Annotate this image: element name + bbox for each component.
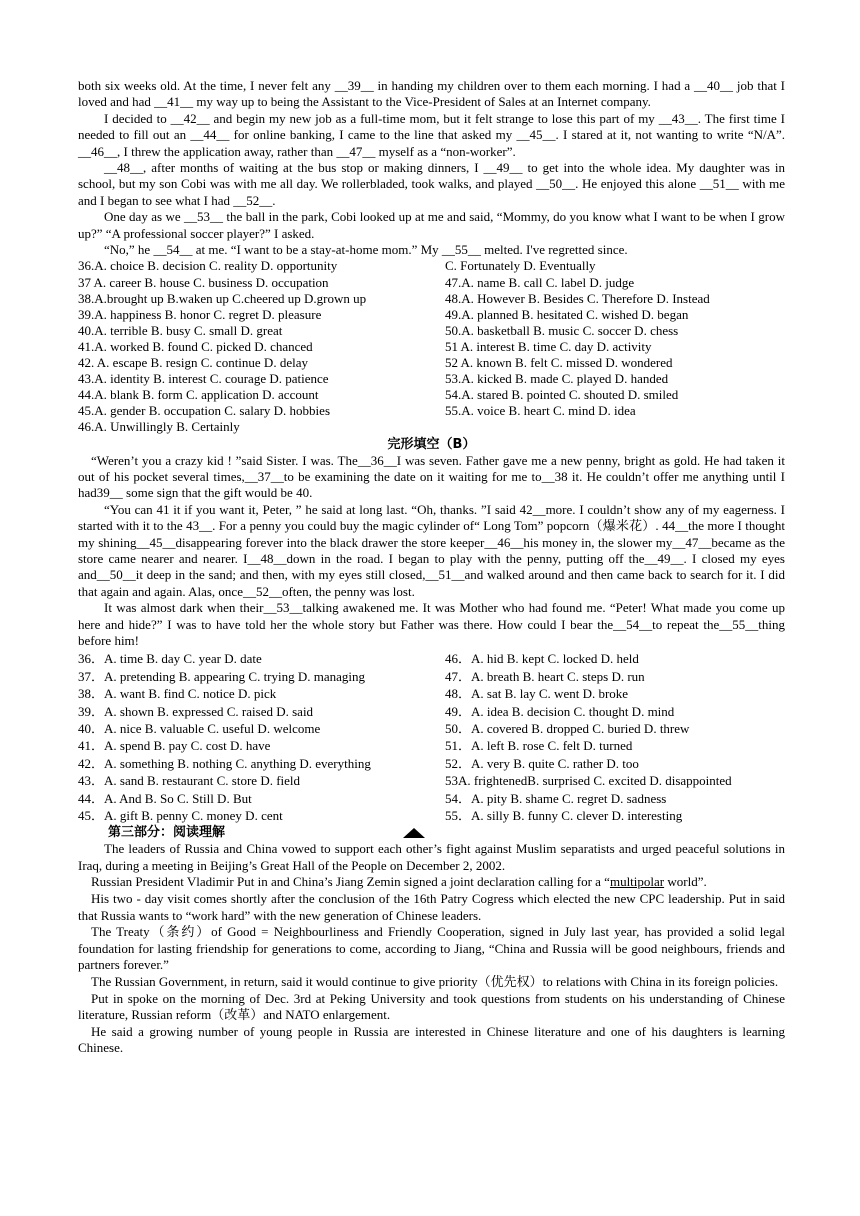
paragraph: His two - day visit comes shortly after the conclusion of the 16th Patry Cogress which elected the new CPC leadership. Put in said that Russia wants to “work hard” with the new generation of Chinese leaders. [78,891,785,923]
paragraph [78,874,785,891]
options-a-left [78,258,445,435]
paragraph: __48__, after months of waiting at the bus stop or making dinners, I __49__ to get into the whole idea. My daughter was in school, but my son Cobi was with me all day. We rollerbladed, took walks, and played __50__. He enjoyed this alone __51__ with me and I began to see what I had __52__. [78,160,785,208]
paragraph: Put in spoke on the morning of Dec. 3rd at Peking University and took questions from students on his understanding of Chinese literature, Russian reform（改革）and NATO enlargement. [78,990,785,1023]
option-line: 43.A. identity B. interest C. courage D. patience [78,371,329,387]
option-line: 47．A. breath B. heart C. steps D. run [445,668,645,684]
options-b-left [78,650,445,824]
option-line: 36．A. time B. day C. year D. date [78,651,262,667]
options-a-right [445,258,785,435]
passage-b [78,453,785,650]
option-line: 54.A. stared B. pointed C. shouted D. smiled [445,387,679,403]
option-line: 38．A. want B. find C. notice D. pick [78,686,277,702]
option-line: 45.A. gender B. occupation C. salary D. hobbies [78,403,331,419]
option-line: 51．A. left B. rose C. felt D. turned [445,738,633,754]
options-b-right [445,650,785,824]
option-line: 46.A. Unwillingly B. Certainly [78,419,240,435]
triangle-icon [403,828,425,838]
paragraph: He said a growing number of young people in Russia are interested in Chinese literature and one of his daughters is learning Chinese. [78,1023,785,1056]
option-line: 51 A. interest B. time C. day D. activity [445,338,652,354]
option-line: 49.A. planned B. hesitated C. wished D. began [445,306,689,322]
option-line: 54．A. pity B. shame C. regret D. sadness [445,790,667,806]
document-page [78,78,785,1057]
option-line: 41．A. spend B. pay C. cost D. have [78,738,271,754]
text-run: Russian President Vladimir Put in and China’s Jiang Zemin signed a joint declaration calling for a “ [91,874,610,890]
options-a [78,258,785,435]
option-line: 52 A. known B. felt C. missed D. wondered [445,355,673,371]
paragraph: The leaders of Russia and China vowed to support each other’s fight against Muslim separatists and urged peaceful solutions in Iraq, during a meeting in Beijing’s Great Hall of the People on December 2, 2002. [78,841,785,873]
option-line: 49．A. idea B. decision C. thought D. mind [445,703,675,719]
paragraph: The Treaty（条约）of Good = Neighbourliness and Friendly Cooperation, signed in July last year, has provided a solid legal foundation for lasting friendship for generations to come, according to Jiang, “China and Russia will be good neighbours, friends and partners forever.” [78,924,785,973]
option-line: C. Fortunately D. Eventually [445,258,596,274]
option-line: 37．A. pretending B. appearing C. trying D. managing [78,668,366,684]
option-line: 50.A. basketball B. music C. soccer D. chess [445,322,679,338]
option-line: 40.A. terrible B. busy C. small D. great [78,322,283,338]
option-line: 44．A. And B. So C. Still D. But [78,790,252,806]
option-line: 42．A. something B. nothing C. anything D. everything [78,755,371,771]
option-line [445,419,785,435]
section-b-title: 完形填空（B） [387,436,476,452]
text-run: world”. [664,874,707,890]
option-line: 53A. frightenedB. surprised C. excited D. disappointed [445,773,732,789]
paragraph: I decided to __42__ and begin my new job as a full-time mom, but it felt strange to lose this part of my __43__. The first time I needed to fill out an __44__ for online banking, I came to the line that asked my __45__. I stared at it, not wanting to write “N/A”. __46__, I threw the application away, rather than __47__ myself as a “non-worker”. [78,110,785,159]
option-line: 44.A. blank B. form C. application D. account [78,387,319,403]
paragraph: both six weeks old. At the time, I never felt any __39__ in handing my children over to them each morning. I had a __40__ job that I loved and had __41__ my way up to being the Assistant to the Vice-President of Sales at an Internet company. [78,78,785,110]
option-line: 36.A. choice B. decision C. reality D. opportunity [78,258,338,274]
option-line: 48.A. However B. Besides C. Therefore D. Instead [445,290,710,306]
option-line: 46．A. hid B. kept C. locked D. held [445,651,639,667]
option-line: 38.A.brought up B.waken up C.cheered up D.grown up [78,290,367,306]
option-line: 55．A. silly B. funny C. clever D. interesting [445,807,683,823]
option-line: 39．A. shown B. expressed C. raised D. said [78,703,314,719]
option-line: 37 A. career B. house C. business D. occupation [78,274,329,290]
underlined-word: multipolar [609,874,665,890]
option-line: 42. A. escape B. resign C. continue D. delay [78,355,308,371]
paragraph: It was almost dark when their__53__talking awakened me. It was Mother who had found me. “Peter! What made you come up here and hide?” I was to have told her the whole story but Father was there. How could I bear the__54__to repeat the__55__thing before him! [78,600,785,648]
option-line: 52．A. very B. quite C. rather D. too [445,755,639,771]
paragraph: “No,” he __54__ at me. “I want to be a stay-at-home mom.” My __55__ melted. I've regretted since. [104,242,628,258]
option-line: 55.A. voice B. heart C. mind D. idea [445,403,636,419]
option-line: 39.A. happiness B. honor C. regret D. pleasure [78,306,322,322]
part3-title: 第三部分：阅读理解 [108,825,226,841]
option-line: 47.A. name B. call C. label D. judge [445,274,635,290]
reading-passage-a [78,841,785,1057]
paragraph: One day as we __53__ the ball in the park, Cobi looked up at me and said, “Mommy, do you know what I want to be when I grow up?” “A professional soccer player?” I asked. [78,209,785,241]
options-b [78,650,785,824]
paragraph: The Russian Government, in return, said it would continue to give priority（优先权）to relations with China in its foreign policies. [91,974,779,990]
option-line: 41.A. worked B. found C. picked D. chanced [78,338,313,354]
option-line: 43．A. sand B. restaurant C. store D. field [78,773,301,789]
option-line: 50．A. covered B. dropped C. buried D. threw [445,720,690,736]
option-line: 45．A. gift B. penny C. money D. cent [78,807,283,823]
passage-a-continued [78,78,785,258]
part3-header [78,824,785,841]
passage-a-mark [403,824,425,841]
option-line: 48．A. sat B. lay C. went D. broke [445,686,629,702]
paragraph: “You can 41 it if you want it, Peter, ” he said at long last. “Oh, thanks. ”I said 42__more. I couldn’t show any of my eagerness. I started with it to the 43__. For a penny you could buy the magic cylinder of“ Long Tom” popcorn（爆米花）. 44__the more I thought my shining__45__disappearing forever into the black drawer the store keeper__46__his money in, the slower my__47__became as the store came nearer and nearer. I__48__down in the road. I began to play with the penny, putting off the__49__. I closed my eyes and__50__it deep in the sand; and then, with my eyes still closed,__51__and walked around and then came back to search for it. I did that again and again. Alas, once__52__often, the penny was lost. [78,501,785,599]
option-line: 53.A. kicked B. made C. played D. handed [445,371,669,387]
option-line: 40．A. nice B. valuable C. useful D. welcome [78,720,321,736]
paragraph: “Weren’t you a crazy kid ! ”said Sister. I was. The__36__I was seven. Father gave me a new penny, bright as gold. He had taken it out of his pocket several times,__37__to be examining the date on it waiting for me to__38 it. He couldn’t offer me anything until I had39__ some sign that the gift would be 40. [78,452,785,501]
